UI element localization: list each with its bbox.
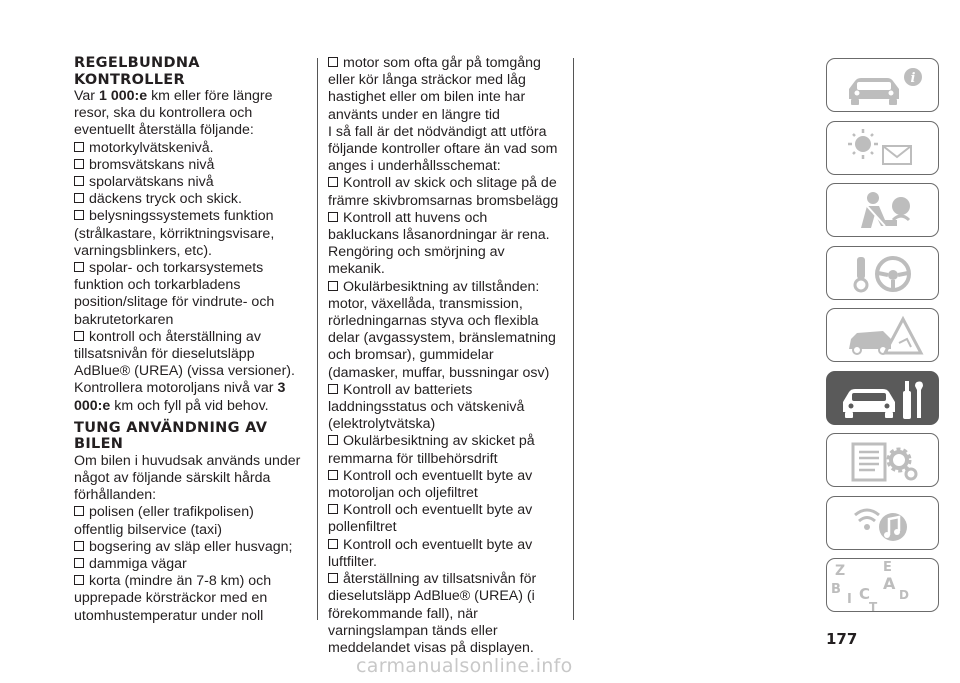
list-item: bogsering av släp eller husvagn; [74,539,302,556]
list-item: Kontroll att huvens och bakluckans låsanordningar är rena. Rengöring och smörjning av mekanik. [328,209,550,278]
list-item: återställning av tillsatsnivån för dieselutsläpp AdBlue® (UREA) (i förekommande fall), när varningslampan tänds eller meddelandet visas på displayen. [328,571,537,656]
intro-paragraph [74,88,302,140]
list-item: motorkylvätskenivå. [74,140,302,157]
list-item: Kontroll av batteriets laddningsstatus och vätskenivå (elektrolytvätska) [328,381,525,433]
list-item: kontroll och återställning av tillsatsnivån för dieselutsläpp AdBlue® (UREA) (vissa versioner). [74,328,295,380]
seat-safety-icon [827,184,940,238]
list-item: polisen (eller trafikpolisen) offentlig bilservice (taxi) [74,504,254,538]
tab-warning-lights[interactable] [826,121,939,175]
heading-regular-checks: REGELBUNDNA KONTROLLER [74,55,200,88]
checkbox-bullet-icon [74,142,84,152]
index-letter: D [899,588,909,602]
tab-technical-data[interactable] [826,433,939,487]
checkbox-bullet-icon [74,575,84,585]
heading-heavy-use: TUNG ANVÄNDNING AV BILEN [74,419,268,453]
list-item: Kontroll och eventuellt byte av motoroljan och oljefiltret [328,467,533,502]
index-letter: C [859,585,871,603]
oil-text-end: km och fyll på vid behov. [114,397,269,414]
checkbox-bullet-icon [74,193,84,203]
column-divider [317,58,318,620]
checkbox-bullet-icon [328,504,338,514]
index-letter: T [869,600,878,613]
intro-text-end: km eller före längre resor, ska du kontrollera och eventuellt återställa följande: [74,88,273,139]
index-letter: Z [835,563,846,579]
technical-data-icon [827,434,940,488]
intro-km-value: 1 000:e [98,88,148,104]
checkbox-bullet-icon [74,210,84,220]
tab-maintenance-active[interactable] [826,371,939,425]
checkbox-bullet-icon [74,176,84,186]
tab-car-info[interactable] [826,58,939,112]
list-item: dammiga vägar [74,556,302,573]
checkbox-bullet-icon [328,281,338,291]
list-item: Okulärbesiktning av tillstånden: motor, växellåda, transmission, rörledningarnas styva och flexibla delar (avgassystem, bränslematning och bromsar), gummidelar (damasker, muffar, bussningar osv) [328,278,556,381]
tab-starting[interactable] [826,246,939,300]
column-divider [573,58,574,620]
list-item: bromsvätskans nivå [74,157,302,174]
list-item: däckens tryck och skick. [74,191,302,208]
index-icon [827,559,940,613]
oil-text-start: Kontrollera motoroljans nivå var [74,380,274,397]
list-item: belysningssystemets funktion (strålkastare, körriktningsvisare, varningsblinkers, etc). [74,208,275,259]
index-letter: I [847,592,852,607]
list-item: Kontroll och eventuellt byte av pollenfiltret [328,502,533,536]
checkbox-bullet-icon [328,212,338,222]
svg-text:i: i [910,71,916,86]
index-letter: B [831,582,841,597]
checkbox-bullet-icon [328,57,338,67]
car-info-icon [827,59,940,113]
heavy-use-intro: Om bilen i huvudsak används under något av följande särskilt hårda förhållanden: [74,452,301,504]
checkbox-bullet-icon [74,159,84,169]
heavy-use-list [74,504,302,624]
multimedia-icon [827,497,940,551]
index-letter: A [883,574,896,593]
intro-text-start: Var [74,88,96,104]
checkbox-bullet-icon [328,435,338,445]
list-item: korta (mindre än 7-8 km) och upprepade körsträckor med en utomhustemperatur under noll [74,573,272,624]
page-number: 177 [826,630,858,648]
frequent-checks-intro: I så fall är det nödvändigt att utföra följande kontroller oftare än vad som anges i underhållsschemat: [328,123,558,175]
frequent-checks-list [328,175,560,657]
car-maintenance-icon [827,372,940,426]
tab-index[interactable] [826,558,939,612]
right-column [328,55,560,657]
section-tabs [826,58,942,621]
checkbox-bullet-icon [328,470,338,480]
checkbox-bullet-icon [74,506,84,516]
key-steering-icon [827,247,940,301]
list-item: motor som ofta går på tomgång eller kör långa sträckor med låg hastighet eller om bilen inte har använts under en längre tid [328,55,541,123]
list-item: Kontroll och eventuellt byte av luftfilter. [328,536,533,570]
check-list-regular [74,140,302,381]
checkbox-bullet-icon [74,262,84,272]
tab-emergency[interactable] [826,308,939,362]
checkbox-bullet-icon [74,558,84,568]
warning-lights-icon [827,122,940,176]
oil-km-value: 3 000:e [74,380,286,414]
checkbox-bullet-icon [328,573,338,583]
left-column [74,55,302,625]
index-letter: E [883,560,892,575]
checkbox-bullet-icon [74,541,84,551]
watermark: carmanualsonline.info [356,655,573,677]
emergency-icon [827,309,940,363]
oil-paragraph [74,380,302,414]
tab-safety[interactable] [826,183,939,237]
checkbox-bullet-icon [328,384,338,394]
checkbox-bullet-icon [74,331,84,341]
list-item: Kontroll av skick och slitage på de främre skivbromsarnas bromsbelägg [328,175,559,209]
list-item: spolar- och torkarsystemets funktion och torkarbladens position/slitage för vindrute- och bakrutetorkaren [74,260,275,328]
checkbox-bullet-icon [328,539,338,549]
list-item: spolarvätskans nivå [74,174,302,191]
tab-multimedia[interactable] [826,496,939,550]
list-item: Okulärbesiktning av skicket på remmarna för tillbehörsdrift [328,433,535,467]
checkbox-bullet-icon [328,177,338,187]
